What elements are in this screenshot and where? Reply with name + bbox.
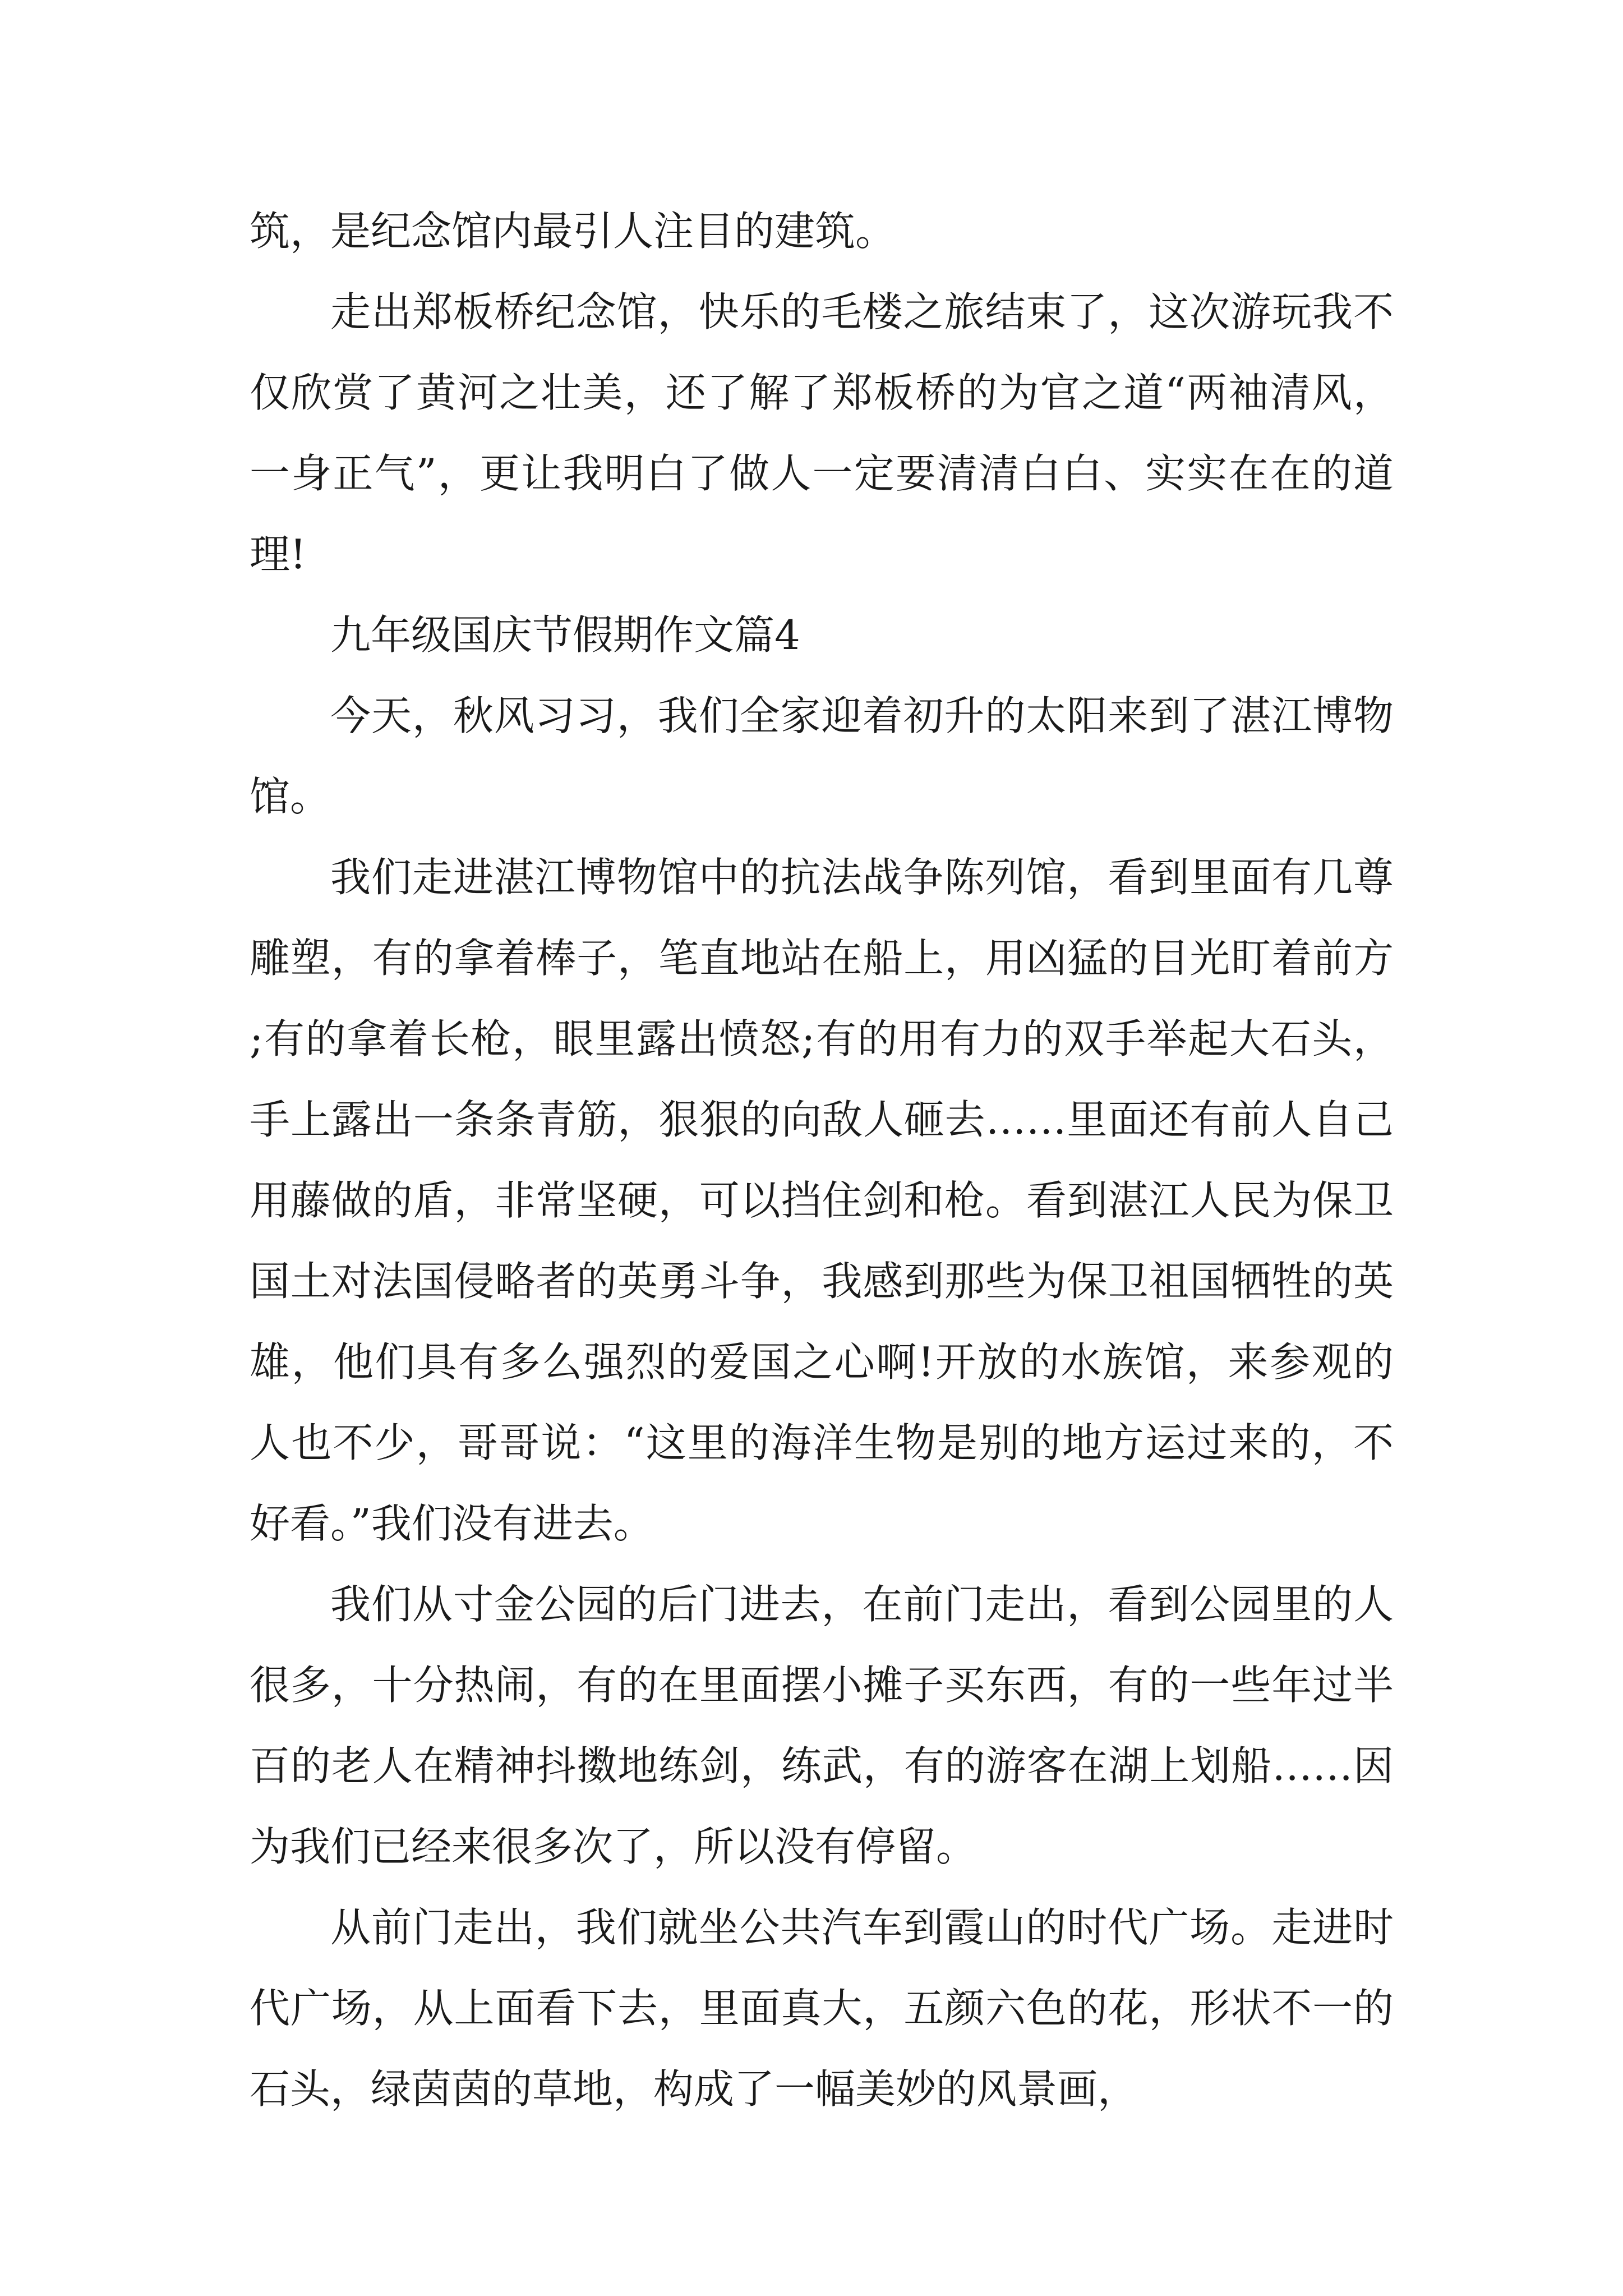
paragraph: 走出郑板桥纪念馆，快乐的毛楼之旅结束了，这次游玩我不仅欣赏了黄河之壮美，还了解了郑板桥的为官之道“两袖清风，一身正气”，更让我明白了做人一定要清清白白、实实在在的道理! [250,288,1394,578]
paragraph: 今天，秋风习习，我们全家迎着初升的太阳来到了湛江博物馆。 [250,692,1394,820]
paragraph-continuation: 筑，是纪念馆内最引人注目的建筑。 [250,208,896,255]
paragraph: 我们从寸金公园的后门进去，在前门走出，看到公园里的人很多，十分热闹，有的在里面摆小摊子买东西，有的一些年过半百的老人在精神抖擞地练剑，练武，有的游客在湖上划船……因为我们已经来很多次了，所以没有停留。 [250,1581,1394,1870]
paragraph: 我们走进湛江博物馆中的抗法战争陈列馆，看到里面有几尊雕塑，有的拿着棒子，笔直地站在船上，用凶猛的目光盯着前方;有的拿着长枪，眼里露出愤怒;有的用有力的双手举起大石头，手上露出一条条青筋，狠狠的向敌人砸去……里面还有前人自己用藤做的盾，非常坚硬，可以挡住剑和枪。看到湛江人民为保卫国土对法国侵略者的英勇斗争，我感到那些为保卫祖国牺牲的英雄，他们具有多么强烈的爱国之心啊!开放的水族馆，来参观的人也不少，哥哥说：“这里的海洋生物是别的地方运过来的，不好看。”我们没有进去。 [250,854,1394,1547]
paragraph: 从前门走出，我们就坐公共汽车到霞山的时代广场。走进时代广场，从上面看下去，里面真大，五颜六色的花，形状不一的石头，绿茵茵的草地，构成了一幅美妙的风景画， [250,1904,1394,2113]
section-heading: 九年级国庆节假期作文篇4 [330,611,800,659]
document-body [250,191,1394,2129]
